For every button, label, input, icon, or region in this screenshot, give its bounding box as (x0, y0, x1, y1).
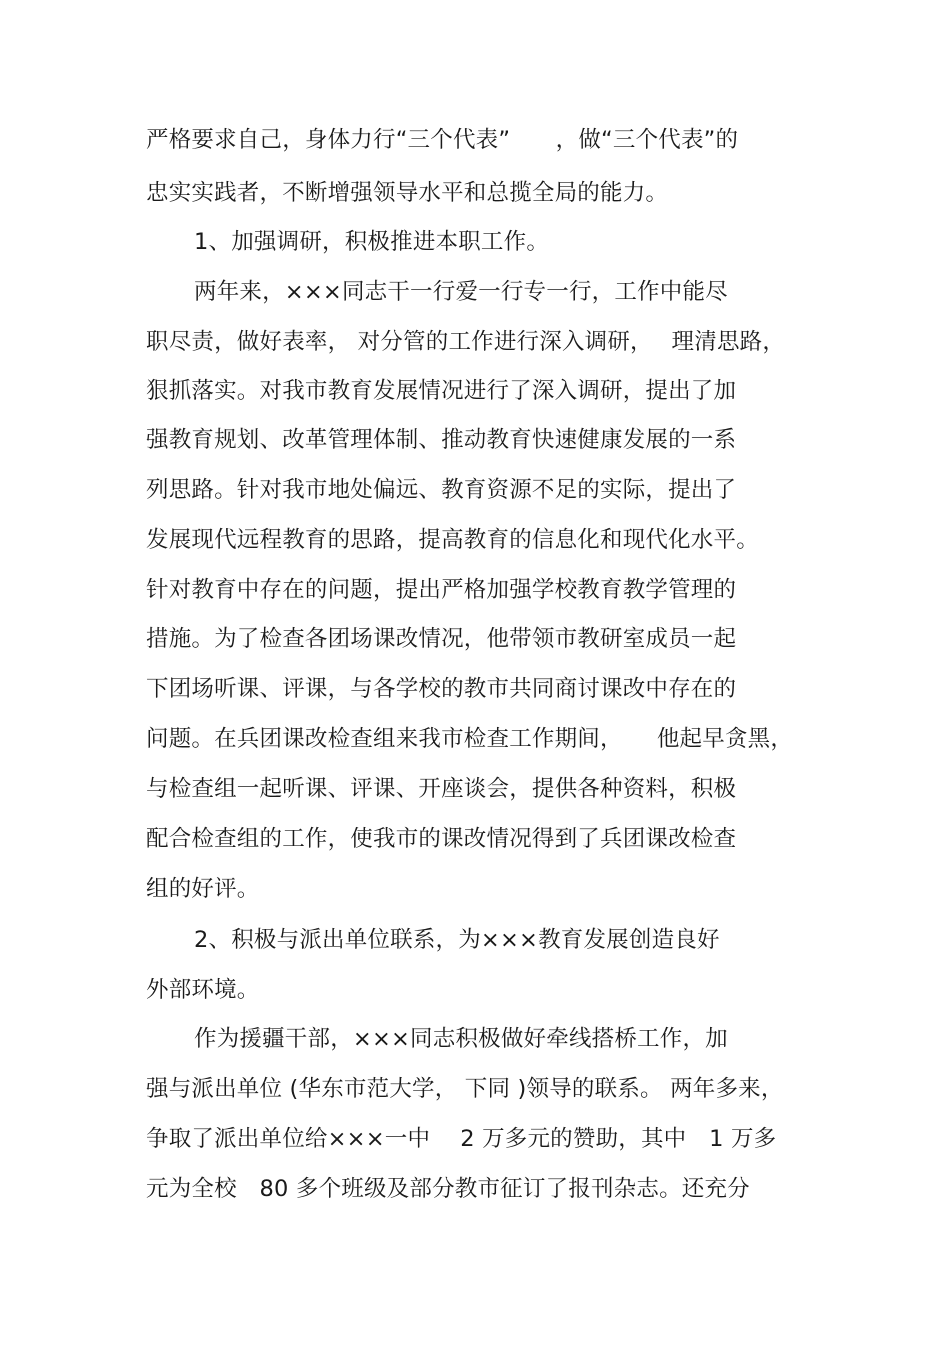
text-line: 措施。为了检查各团场课改情况，他带领市教研室成员一起 (146, 626, 737, 652)
text-line: 发展现代远程教育的思路，提高教育的信息化和现代化水平。 (146, 527, 759, 553)
section-heading: 2、积极与派出单位联系，为×××教育发展创造良好 (194, 927, 720, 953)
paragraph-start: 作为援疆干部，×××同志积极做好牵线搭桥工作，加 (194, 1026, 728, 1052)
text-line: 元为全校 80 多个班级及部分教市征订了报刊杂志。还充分 (146, 1176, 750, 1202)
text-line: 强教育规划、改革管理体制、推动教育快速健康发展的一系 (146, 427, 737, 453)
text-line: 强与派出单位 (华东市范大学， 下同 )领导的联系。 两年多来， (146, 1076, 784, 1102)
section-heading: 1、加强调研，积极推进本职工作。 (194, 229, 550, 255)
text-line: 问题。在兵团课改检查组来我市检查工作期间， 他起早贪黑， (146, 726, 794, 752)
text-line: 忠实实践者，不断增强领导水平和总揽全局的能力。 (146, 180, 669, 206)
text-line: 组的好评。 (146, 876, 260, 902)
paragraph-start: 两年来，×××同志干一行爱一行专一行，工作中能尽 (194, 279, 728, 305)
text-line: 针对教育中存在的问题，提出严格加强学校教育教学管理的 (146, 577, 737, 603)
text-line: 列思路。针对我市地处偏远、教育资源不足的实际，提出了 (146, 477, 737, 503)
text-line: 配合检查组的工作，使我市的课改情况得到了兵团课改检查 (146, 826, 737, 852)
text-line: 职尽责，做好表率， 对分管的工作进行深入调研， 理清思路， (146, 329, 786, 355)
text-line: 严格要求自己，身体力行“三个代表” ，做“三个代表”的 (146, 127, 739, 153)
text-line: 争取了派出单位给×××一中 2 万多元的赞助，其中 1 万多 (146, 1126, 777, 1152)
text-line: 与检查组一起听课、评课、开座谈会，提供各种资料，积极 (146, 776, 737, 802)
text-line: 外部环境。 (146, 977, 260, 1003)
text-line: 下团场听课、评课，与各学校的教市共同商讨课改中存在的 (146, 676, 737, 702)
text-line: 狠抓落实。对我市教育发展情况进行了深入调研，提出了加 (146, 378, 737, 404)
